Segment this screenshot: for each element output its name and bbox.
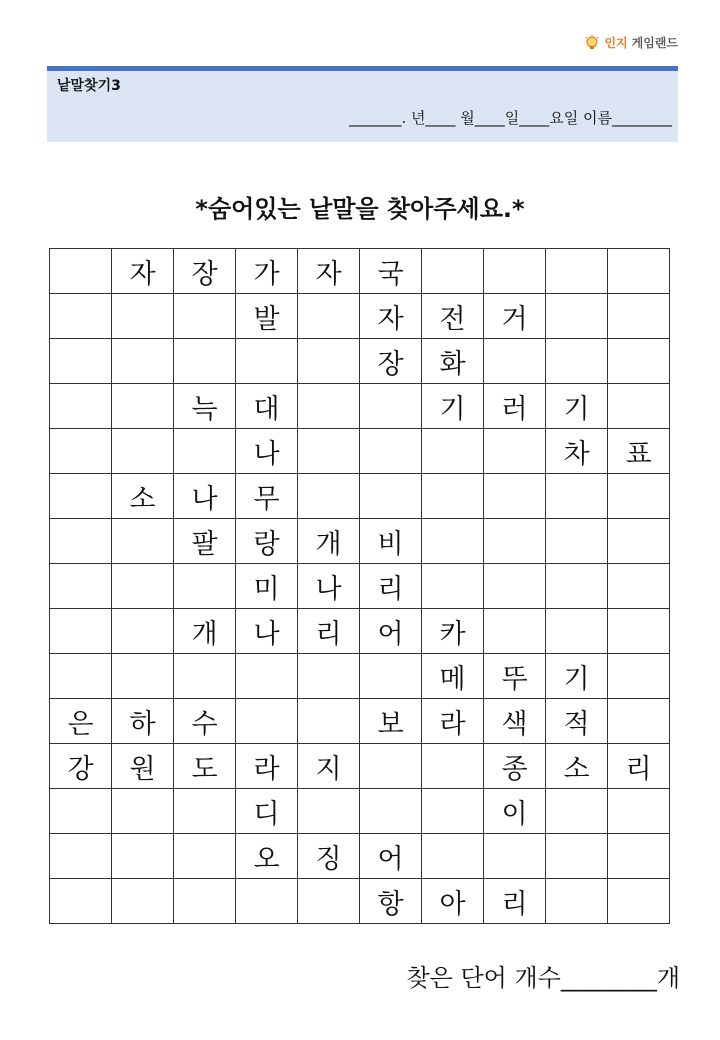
grid-cell [608,384,670,429]
word-search-grid [49,248,670,924]
grid-cell [50,609,112,654]
grid-cell: 항 [360,879,422,924]
grid-cell [50,384,112,429]
grid-cell [546,789,608,834]
grid-cell: 종 [484,744,546,789]
grid-cell [50,339,112,384]
grid-cell: 미 [236,564,298,609]
grid-cell [608,879,670,924]
grid-cell [360,744,422,789]
grid-cell: 수 [174,699,236,744]
grid-cell [50,789,112,834]
lightbulb-icon [584,35,600,51]
grid-cell: 무 [236,474,298,519]
grid-cell [112,879,174,924]
grid-cell: 라 [422,699,484,744]
grid-cell: 오 [236,834,298,879]
grid-cell: 자 [360,294,422,339]
grid-cell [298,429,360,474]
grid-cell: 늑 [174,384,236,429]
grid-row [50,654,670,699]
grid-cell [608,654,670,699]
grid-cell [298,879,360,924]
grid-cell [298,474,360,519]
grid-cell: 거 [484,294,546,339]
grid-cell [50,519,112,564]
grid-cell: 도 [174,744,236,789]
grid-cell: 리 [608,744,670,789]
grid-cell [236,339,298,384]
grid-cell: 리 [298,609,360,654]
grid-cell [112,789,174,834]
grid-cell [546,609,608,654]
grid-cell: 아 [422,879,484,924]
grid-cell [298,699,360,744]
grid-cell [174,564,236,609]
grid-cell: 어 [360,834,422,879]
grid-cell: 보 [360,699,422,744]
grid-cell [546,564,608,609]
grid-row [50,519,670,564]
grid-cell: 가 [236,249,298,294]
brand-logo [584,34,678,51]
brand-name-rest: 게임랜드 [631,36,678,50]
grid-row [50,474,670,519]
grid-cell: 적 [546,699,608,744]
grid-cell [608,519,670,564]
grid-cell [360,429,422,474]
grid-cell [50,474,112,519]
grid-cell: 러 [484,384,546,429]
grid-cell [484,339,546,384]
grid-row [50,384,670,429]
grid-cell [174,429,236,474]
grid-cell: 디 [236,789,298,834]
grid-cell: 차 [546,429,608,474]
grid-cell: 라 [236,744,298,789]
grid-cell: 소 [546,744,608,789]
grid-cell: 랑 [236,519,298,564]
grid-cell [484,834,546,879]
grid-cell [174,654,236,699]
grid-cell [608,789,670,834]
grid-row [50,744,670,789]
grid-cell [422,519,484,564]
grid-row [50,699,670,744]
grid-cell [546,834,608,879]
grid-row [50,249,670,294]
grid-cell [546,294,608,339]
grid-cell: 나 [298,564,360,609]
grid-cell [50,564,112,609]
grid-cell: 팔 [174,519,236,564]
grid-cell [112,654,174,699]
grid-cell [174,294,236,339]
grid-cell: 뚜 [484,654,546,699]
grid-cell: 메 [422,654,484,699]
grid-cell [608,564,670,609]
grid-cell [174,339,236,384]
grid-cell: 나 [236,429,298,474]
grid-cell [608,249,670,294]
grid-cell: 카 [422,609,484,654]
grid-cell: 장 [360,339,422,384]
grid-cell: 개 [298,519,360,564]
grid-cell [236,699,298,744]
grid-cell [484,249,546,294]
brand-name-accent: 인지 [604,36,628,50]
grid-cell: 리 [484,879,546,924]
grid-cell [608,609,670,654]
grid-cell: 장 [174,249,236,294]
grid-cell [174,834,236,879]
grid-cell [298,339,360,384]
grid-cell: 자 [298,249,360,294]
grid-cell [174,879,236,924]
grid-cell [50,834,112,879]
grid-cell: 개 [174,609,236,654]
grid-cell [236,654,298,699]
grid-cell: 발 [236,294,298,339]
grid-cell [546,519,608,564]
grid-cell [50,879,112,924]
grid-cell [174,789,236,834]
grid-cell [50,654,112,699]
grid-cell [484,609,546,654]
grid-cell: 나 [174,474,236,519]
grid-cell [608,699,670,744]
grid-cell [236,879,298,924]
grid-cell: 나 [236,609,298,654]
grid-row [50,834,670,879]
grid-cell [112,429,174,474]
grid-cell [546,474,608,519]
grid-cell [422,744,484,789]
instruction-text: *숨어있는 낱말을 찾아주세요.* [195,195,525,223]
grid-cell [422,564,484,609]
grid-cell: 기 [546,654,608,699]
grid-cell [546,339,608,384]
grid-row [50,609,670,654]
grid-cell [112,609,174,654]
grid-cell [546,879,608,924]
grid-cell: 지 [298,744,360,789]
grid-cell [298,654,360,699]
date-name-line: _______. 년____ 월____일____요일 이름________ [348,109,672,127]
grid-cell: 표 [608,429,670,474]
grid-cell [422,429,484,474]
grid-cell [608,294,670,339]
grid-cell: 자 [112,249,174,294]
grid-cell [112,339,174,384]
grid-cell [608,474,670,519]
grid-cell [422,249,484,294]
grid-cell: 강 [50,744,112,789]
grid-cell [546,249,608,294]
grid-cell: 대 [236,384,298,429]
grid-cell [50,294,112,339]
grid-cell: 화 [422,339,484,384]
grid-cell: 리 [360,564,422,609]
grid-cell [112,564,174,609]
grid-cell: 색 [484,699,546,744]
grid-row [50,789,670,834]
grid-cell: 국 [360,249,422,294]
grid-row [50,339,670,384]
grid-row [50,294,670,339]
grid-cell [50,249,112,294]
grid-cell [50,429,112,474]
worksheet-header [47,66,678,142]
grid-cell [112,519,174,564]
grid-cell [360,474,422,519]
grid-cell: 기 [546,384,608,429]
grid-cell: 소 [112,474,174,519]
grid-cell: 은 [50,699,112,744]
grid-cell [608,339,670,384]
grid-cell: 하 [112,699,174,744]
grid-cell: 기 [422,384,484,429]
grid-cell [484,474,546,519]
grid-cell [608,834,670,879]
grid-cell [484,429,546,474]
grid-cell [112,294,174,339]
grid-cell [112,384,174,429]
grid-cell: 이 [484,789,546,834]
grid-cell [298,384,360,429]
grid-cell [360,789,422,834]
grid-cell [484,564,546,609]
grid-row [50,564,670,609]
grid-cell [360,654,422,699]
grid-cell [422,474,484,519]
grid-cell [422,789,484,834]
worksheet-title: 낱말찾기3 [57,78,121,94]
grid-cell [112,834,174,879]
grid-cell: 비 [360,519,422,564]
grid-cell [422,834,484,879]
grid-row [50,879,670,924]
grid-cell: 원 [112,744,174,789]
grid-cell [360,384,422,429]
found-count-line: 찾은 단어 개수________개 [406,964,680,992]
grid-cell: 징 [298,834,360,879]
grid-row [50,429,670,474]
grid-cell [298,294,360,339]
grid-cell [298,789,360,834]
grid-cell [484,519,546,564]
grid-cell: 전 [422,294,484,339]
grid-cell: 어 [360,609,422,654]
